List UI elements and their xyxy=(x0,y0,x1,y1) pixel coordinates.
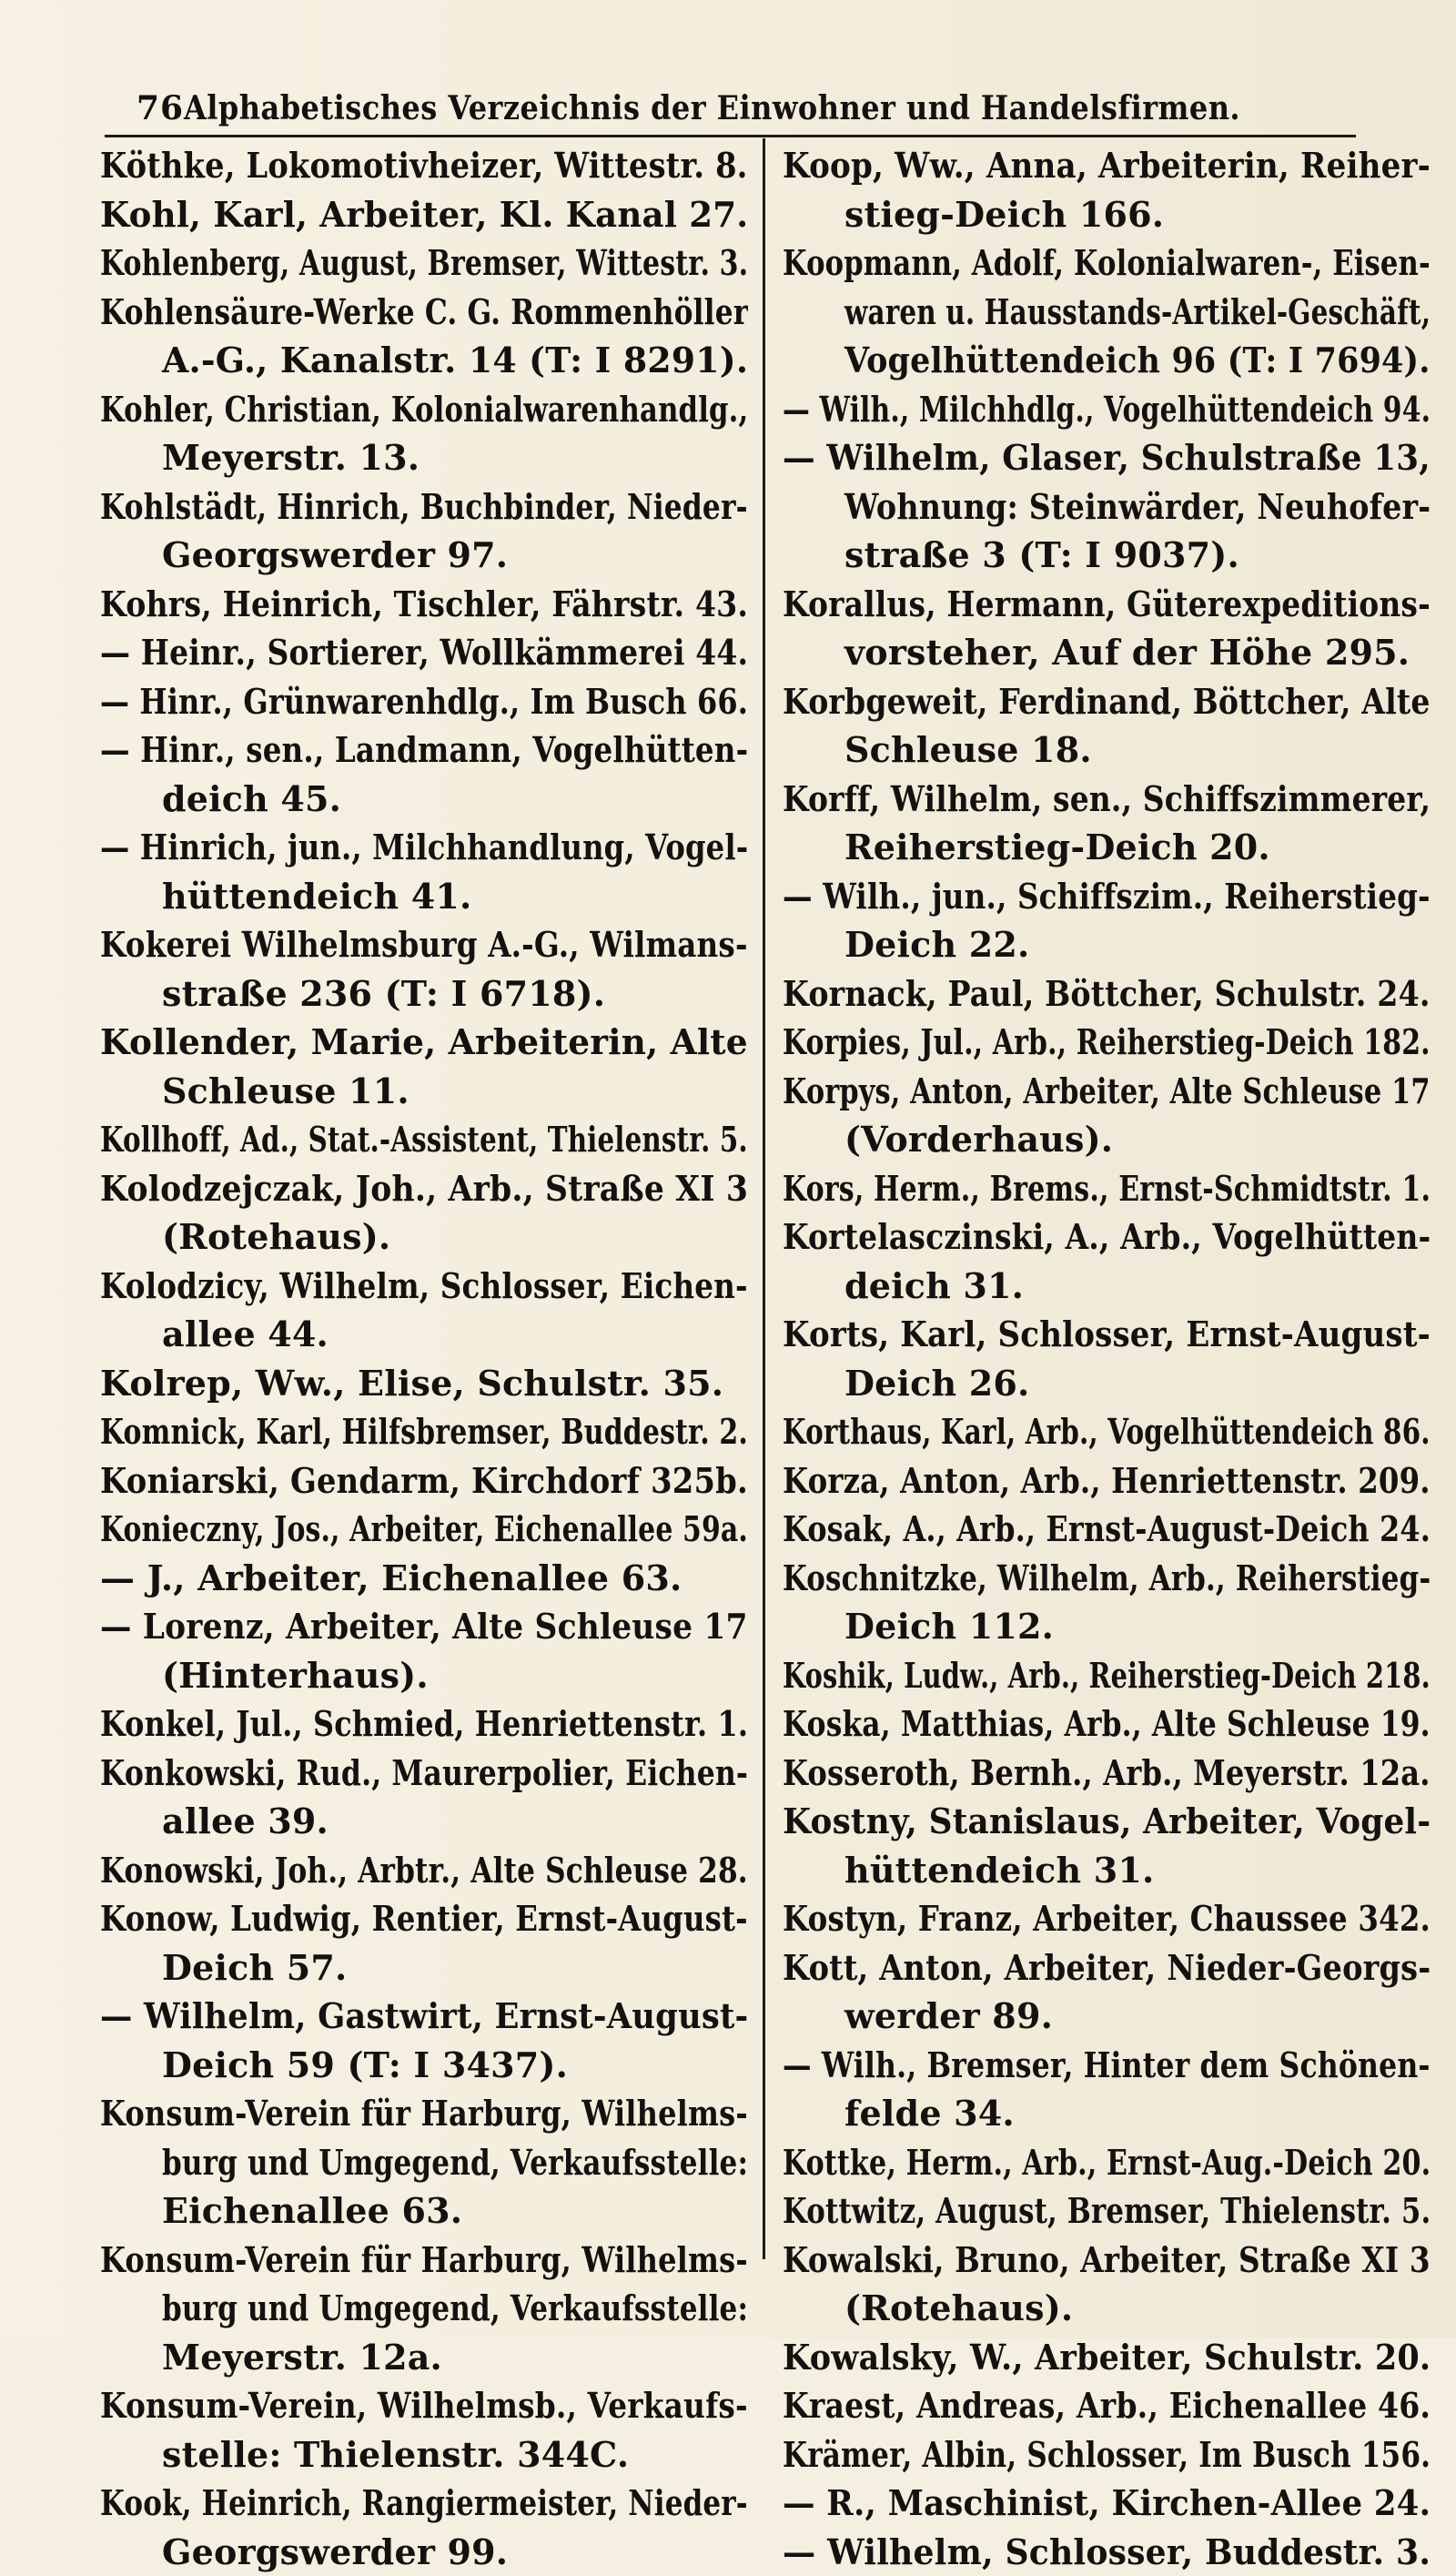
directory-line-text: Koshik, Ludw., Arb., Reiherstieg-Deich 218. xyxy=(783,1651,1431,1700)
directory-line-text: Georgswerder 97. xyxy=(162,531,508,580)
directory-line xyxy=(100,1067,748,1116)
directory-line-text: Koopmann, Adolf, Kolonialwaren-, Eisen- xyxy=(783,238,1431,288)
directory-line xyxy=(783,2430,1431,2480)
directory-line xyxy=(783,1846,1431,1895)
directory-line xyxy=(783,677,1431,726)
directory-line-text: — Heinr., Sortierer, Wollkämmerei 44. xyxy=(100,628,748,677)
directory-line-text: Korff, Wilhelm, sen., Schiffszimmerer, xyxy=(783,775,1431,824)
directory-line-text: (Hinterhaus). xyxy=(162,1651,429,1700)
directory-line xyxy=(783,2138,1431,2187)
header-rule xyxy=(105,135,1356,137)
directory-line-text: Konkowski, Rud., Maurerpolier, Eichen- xyxy=(100,1749,748,1798)
directory-line-text: — Wilhelm, Gastwirt, Ernst-August- xyxy=(100,1992,748,2041)
directory-line-text: — Wilhelm, Glaser, Schulstraße 13, xyxy=(783,433,1431,482)
directory-line-text: Kokerei Wilhelmsburg A.-G., Wilmans- xyxy=(100,920,748,969)
directory-line xyxy=(100,1749,748,1798)
directory-line-text: Korpies, Jul., Arb., Reiherstieg-Deich 182. xyxy=(783,1018,1431,1067)
directory-line-text: Kottwitz, August, Bremser, Thielenstr. 5. xyxy=(783,2186,1431,2236)
directory-line xyxy=(100,920,748,969)
directory-line-text: deich 45. xyxy=(162,775,341,824)
directory-line xyxy=(100,2089,748,2138)
directory-line-text: Schleuse 18. xyxy=(844,725,1092,775)
directory-line xyxy=(100,1359,748,1408)
directory-line-text: Krämer, Albin, Schlosser, Im Busch 156. xyxy=(783,2430,1431,2480)
page-header xyxy=(105,64,1356,127)
directory-line xyxy=(100,1262,748,1311)
directory-line xyxy=(100,775,748,824)
directory-line xyxy=(100,1894,748,1943)
directory-line-text: — Wilh., Bremser, Hinter dem Schönen- xyxy=(783,2041,1431,2090)
directory-line xyxy=(100,2430,748,2480)
directory-line-text: straße 3 (T: I 9037). xyxy=(844,531,1239,580)
running-title: Alphabetisches Verzeichnis der Einwohner und Handelsfirmen. xyxy=(184,89,1240,127)
directory-line xyxy=(100,1310,748,1359)
directory-line xyxy=(100,1212,748,1262)
directory-line-text: Konieczny, Jos., Arbeiter, Eichenallee 59a. xyxy=(100,1505,748,1554)
directory-line-text: Kostyn, Franz, Arbeiter, Chaussee 342. xyxy=(783,1894,1431,1943)
directory-line xyxy=(100,1407,748,1456)
directory-line xyxy=(783,531,1431,580)
directory-line-text: Kohlensäure-Werke C. G. Rommenhöller xyxy=(100,288,748,337)
directory-line-text: straße 236 (T: I 6718). xyxy=(162,969,605,1019)
directory-line-text: Kohlenberg, August, Bremser, Wittestr. 3. xyxy=(100,238,748,288)
directory-line xyxy=(100,1505,748,1554)
directory-line xyxy=(783,2479,1431,2528)
directory-line xyxy=(783,433,1431,482)
directory-line-text: (Vorderhaus). xyxy=(844,1115,1113,1164)
directory-line xyxy=(783,1456,1431,1506)
directory-line xyxy=(783,1262,1431,1311)
directory-line-text: Kolodzejczak, Joh., Arb., Straße XI 3 xyxy=(100,1164,748,1213)
directory-line-text: Meyerstr. 13. xyxy=(162,433,420,482)
directory-line xyxy=(783,1894,1431,1943)
directory-line xyxy=(783,2236,1431,2285)
directory-line-text: Kowalski, Bruno, Arbeiter, Straße XI 3 xyxy=(783,2236,1431,2285)
directory-line xyxy=(783,1115,1431,1164)
directory-line xyxy=(100,2041,748,2090)
directory-line xyxy=(783,238,1431,288)
directory-line-text: stieg-Deich 166. xyxy=(844,190,1164,239)
directory-line-text: Schleuse 11. xyxy=(162,1067,410,1116)
directory-line xyxy=(100,2186,748,2236)
directory-line xyxy=(783,2041,1431,2090)
directory-line xyxy=(100,823,748,872)
directory-line-text: Koniarski, Gendarm, Kirchdorf 325b. xyxy=(100,1456,748,1506)
directory-line xyxy=(100,1018,748,1067)
directory-line xyxy=(783,628,1431,677)
directory-line xyxy=(100,580,748,629)
directory-line xyxy=(100,1456,748,1506)
directory-line xyxy=(783,969,1431,1019)
directory-line-text: Kohlstädt, Hinrich, Buchbinder, Nieder- xyxy=(100,482,748,532)
directory-line xyxy=(100,1943,748,1993)
directory-line xyxy=(783,823,1431,872)
directory-line xyxy=(783,1699,1431,1749)
directory-line-text: Deich 26. xyxy=(844,1359,1029,1408)
directory-line-text: Reiherstieg-Deich 20. xyxy=(844,823,1270,872)
directory-line-text: — Wilhelm, Schlosser, Buddestr. 3. xyxy=(783,2528,1431,2576)
directory-line xyxy=(100,482,748,532)
directory-line xyxy=(783,1749,1431,1798)
directory-line-text: Kohler, Christian, Kolonialwarenhandlg., xyxy=(100,385,748,434)
directory-line-text: Kottke, Herm., Arb., Ernst-Aug.-Deich 20. xyxy=(783,2138,1431,2187)
directory-line xyxy=(100,725,748,775)
directory-line-text: — Hinrich, jun., Milchhandlung, Vogel- xyxy=(100,823,748,872)
directory-line-text: Korbgeweit, Ferdinand, Böttcher, Alte xyxy=(783,677,1431,726)
directory-line xyxy=(100,385,748,434)
directory-line xyxy=(783,482,1431,532)
directory-line xyxy=(783,1164,1431,1213)
directory-line-text: vorsteher, Auf der Höhe 295. xyxy=(844,628,1410,677)
directory-line xyxy=(100,677,748,726)
directory-line xyxy=(100,2284,748,2333)
directory-line xyxy=(783,1212,1431,1262)
directory-line-text: Kolodzicy, Wilhelm, Schlosser, Eichen- xyxy=(100,1262,748,1311)
directory-line xyxy=(100,2236,748,2285)
directory-line xyxy=(100,1846,748,1895)
directory-line-text: allee 39. xyxy=(162,1797,329,1846)
directory-line xyxy=(783,775,1431,824)
directory-line xyxy=(783,920,1431,969)
directory-line-text: hüttendeich 41. xyxy=(162,872,471,921)
directory-line xyxy=(100,1992,748,2041)
directory-line-text: Kosak, A., Arb., Ernst-August-Deich 24. xyxy=(783,1505,1431,1554)
directory-line-text: — Wilh., jun., Schiffszim., Reiherstieg- xyxy=(783,872,1431,921)
directory-line-text: — Hinr., Grünwarenhdlg., Im Busch 66. xyxy=(100,677,748,726)
directory-line xyxy=(783,1992,1431,2041)
directory-line xyxy=(783,1359,1431,1408)
directory-line xyxy=(783,385,1431,434)
directory-line xyxy=(100,1164,748,1213)
directory-line xyxy=(100,1651,748,1700)
directory-line xyxy=(783,580,1431,629)
column-divider xyxy=(763,138,765,2259)
directory-line xyxy=(100,1699,748,1749)
directory-line-text: Konow, Ludwig, Rentier, Ernst-August- xyxy=(100,1894,748,1943)
directory-line xyxy=(783,1554,1431,1603)
directory-line-text: Komnick, Karl, Hilfsbremser, Buddestr. 2. xyxy=(100,1407,748,1456)
directory-line-text: felde 34. xyxy=(844,2089,1015,2138)
directory-line-text: Koschnitzke, Wilhelm, Arb., Reiherstieg- xyxy=(783,1554,1431,1603)
directory-line-text: Kors, Herm., Brems., Ernst-Schmidtstr. 1. xyxy=(783,1164,1431,1213)
directory-line-text: Kohl, Karl, Arbeiter, Kl. Kanal 27. xyxy=(100,190,748,239)
directory-line-text: — Lorenz, Arbeiter, Alte Schleuse 17 xyxy=(100,1602,748,1651)
directory-line-text: Deich 57. xyxy=(162,1943,347,1993)
directory-line xyxy=(100,969,748,1019)
right-column xyxy=(783,141,1431,2576)
directory-line-text: Deich 59 (T: I 3437). xyxy=(162,2041,568,2090)
directory-line xyxy=(100,2479,748,2528)
directory-line-text: Kolrep, Ww., Elise, Schulstr. 35. xyxy=(100,1359,723,1408)
directory-line-text: burg und Umgegend, Verkaufsstelle: xyxy=(162,2138,748,2187)
directory-line-text: Konsum-Verein für Harburg, Wilhelms- xyxy=(100,2089,748,2138)
directory-line-text: Korallus, Hermann, Güterexpeditions- xyxy=(783,580,1431,629)
directory-line xyxy=(783,2381,1431,2430)
directory-line-text: Korza, Anton, Arb., Henriettenstr. 209. xyxy=(783,1456,1431,1506)
directory-line-text: Kraest, Andreas, Arb., Eichenallee 46. xyxy=(783,2381,1431,2430)
directory-line-text: Korpys, Anton, Arbeiter, Alte Schleuse 17 xyxy=(783,1067,1431,1116)
directory-line xyxy=(783,141,1431,190)
directory-line-text: Kook, Heinrich, Rangiermeister, Nieder- xyxy=(100,2479,748,2528)
directory-line xyxy=(783,725,1431,775)
directory-line xyxy=(783,336,1431,385)
directory-line-text: Kostny, Stanislaus, Arbeiter, Vogel- xyxy=(783,1797,1431,1846)
directory-line xyxy=(783,1067,1431,1116)
directory-line-text: Kornack, Paul, Böttcher, Schulstr. 24. xyxy=(783,969,1431,1019)
directory-line xyxy=(783,2284,1431,2333)
directory-line xyxy=(100,872,748,921)
directory-line-text: Kollhoff, Ad., Stat.-Assistent, Thielenstr. 5. xyxy=(100,1115,748,1164)
directory-line-text: Konsum-Verein, Wilhelmsb., Verkaufs- xyxy=(100,2381,748,2430)
directory-line xyxy=(783,1505,1431,1554)
directory-line-text: hüttendeich 31. xyxy=(844,1846,1154,1895)
directory-line xyxy=(783,1407,1431,1456)
page-number: 76 xyxy=(105,89,184,127)
directory-line-text: stelle: Thielenstr. 344C. xyxy=(162,2430,629,2480)
directory-line-text: Köthke, Lokomotivheizer, Wittestr. 8. xyxy=(100,141,748,190)
directory-line-text: burg und Umgegend, Verkaufsstelle: xyxy=(162,2284,748,2333)
directory-line-text: Kollender, Marie, Arbeiterin, Alte xyxy=(100,1018,748,1067)
directory-line-text: — J., Arbeiter, Eichenallee 63. xyxy=(100,1554,682,1603)
directory-line xyxy=(100,531,748,580)
directory-line xyxy=(783,1018,1431,1067)
directory-line xyxy=(783,1310,1431,1359)
directory-line-text: Meyerstr. 12a. xyxy=(162,2333,442,2382)
directory-line-text: Koska, Matthias, Arb., Alte Schleuse 19. xyxy=(783,1699,1431,1749)
left-column xyxy=(100,141,748,2576)
directory-line xyxy=(100,2381,748,2430)
directory-line-text: (Rotehaus). xyxy=(844,2284,1073,2333)
directory-line-text: waren u. Hausstands-Artikel-Geschäft, xyxy=(844,288,1431,337)
directory-line-text: Korthaus, Karl, Arb., Vogelhüttendeich 86. xyxy=(783,1407,1431,1456)
directory-line-text: Eichenallee 63. xyxy=(162,2186,462,2236)
directory-line-text: Kortelasczinski, A., Arb., Vogelhütten- xyxy=(783,1212,1431,1262)
directory-line-text: Vogelhüttendeich 96 (T: I 7694). xyxy=(844,336,1431,385)
directory-line-text: A.-G., Kanalstr. 14 (T: I 8291). xyxy=(162,336,748,385)
directory-line xyxy=(100,288,748,337)
directory-line-text: — R., Maschinist, Kirchen-Allee 24. xyxy=(783,2479,1431,2528)
directory-line xyxy=(783,2528,1431,2576)
directory-line-text: Konsum-Verein für Harburg, Wilhelms- xyxy=(100,2236,748,2285)
directory-line xyxy=(100,628,748,677)
directory-line xyxy=(100,433,748,482)
directory-line-text: Wohnung: Steinwärder, Neuhofer- xyxy=(844,482,1431,532)
directory-line xyxy=(100,141,748,190)
directory-line xyxy=(783,2333,1431,2382)
directory-line xyxy=(100,238,748,288)
directory-line xyxy=(100,2528,748,2576)
directory-line-text: Koop, Ww., Anna, Arbeiterin, Reiher- xyxy=(783,141,1431,190)
directory-line-text: Kowalsky, W., Arbeiter, Schulstr. 20. xyxy=(783,2333,1431,2382)
directory-line-text: Korts, Karl, Schlosser, Ernst-August- xyxy=(783,1310,1431,1359)
directory-line xyxy=(100,1115,748,1164)
directory-line xyxy=(783,2089,1431,2138)
directory-line-text: Kott, Anton, Arbeiter, Nieder-Georgs- xyxy=(783,1943,1431,1993)
directory-line-text: Deich 22. xyxy=(844,920,1029,969)
directory-line-text: Deich 112. xyxy=(844,1602,1054,1651)
directory-line-text: (Rotehaus). xyxy=(162,1212,390,1262)
directory-line-text: — Wilh., Milchhdlg., Vogelhüttendeich 94. xyxy=(783,385,1431,434)
directory-line-text: Georgswerder 99. xyxy=(162,2528,508,2576)
directory-line-text: Kohrs, Heinrich, Tischler, Fährstr. 43. xyxy=(100,580,748,629)
directory-line xyxy=(783,288,1431,337)
directory-line-text: allee 44. xyxy=(162,1310,329,1359)
directory-line xyxy=(100,1797,748,1846)
directory-line xyxy=(100,2333,748,2382)
directory-line xyxy=(100,336,748,385)
directory-line xyxy=(783,1651,1431,1700)
directory-line-text: Konkel, Jul., Schmied, Henriettenstr. 1. xyxy=(100,1699,748,1749)
directory-line-text: Konowski, Joh., Arbtr., Alte Schleuse 28. xyxy=(100,1846,748,1895)
directory-line xyxy=(100,190,748,239)
directory-line xyxy=(783,1943,1431,1993)
directory-line xyxy=(783,1602,1431,1651)
directory-line xyxy=(783,190,1431,239)
directory-line xyxy=(100,1602,748,1651)
directory-line xyxy=(100,2138,748,2187)
directory-line xyxy=(783,2186,1431,2236)
directory-line-text: Kosseroth, Bernh., Arb., Meyerstr. 12a. xyxy=(783,1749,1431,1798)
directory-line xyxy=(100,1554,748,1603)
directory-line-text: — Hinr., sen., Landmann, Vogelhütten- xyxy=(100,725,748,775)
directory-line xyxy=(783,872,1431,921)
directory-line-text: werder 89. xyxy=(844,1992,1053,2041)
directory-line-text: deich 31. xyxy=(844,1262,1024,1311)
directory-line xyxy=(783,1797,1431,1846)
